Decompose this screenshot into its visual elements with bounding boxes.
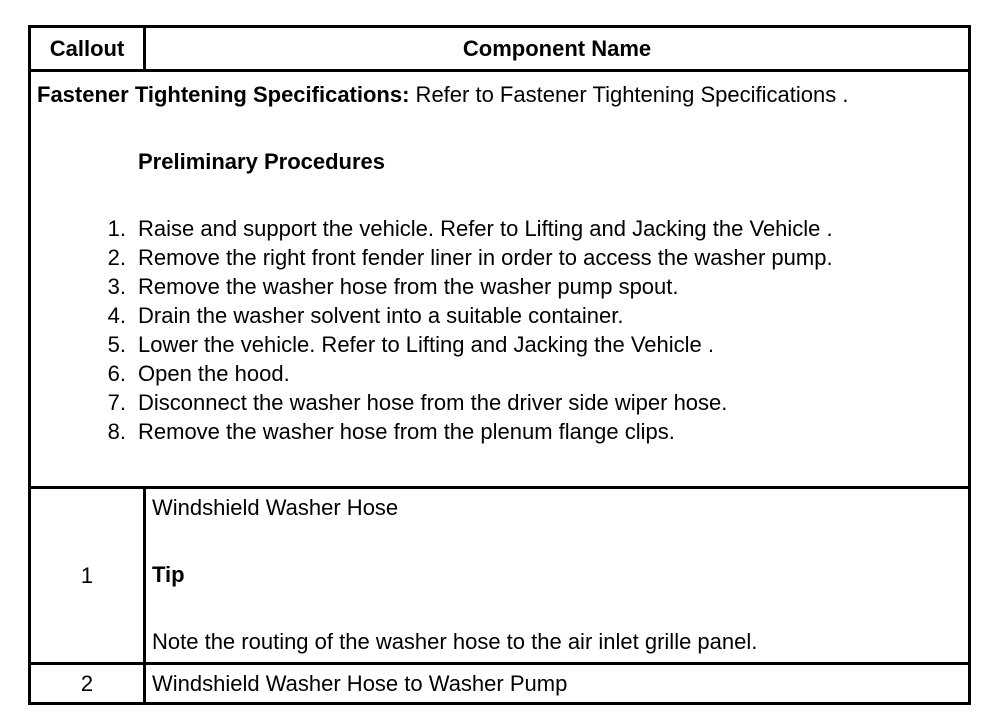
component-table [28, 25, 971, 705]
intro-row [30, 71, 970, 488]
callout-cell: 2 [30, 664, 145, 704]
tip-label: Tip [152, 562, 185, 587]
procedure-step [31, 388, 968, 417]
tip-text: Note the routing of the washer hose to the air inlet grille panel. [152, 629, 758, 654]
step-text: Raise and support the vehicle. Refer to Lifting and Jacking the Vehicle . [138, 216, 833, 241]
step-text: Remove the washer hose from the plenum flange clips. [138, 419, 675, 444]
step-number: 4. [107, 303, 126, 328]
callout-cell: 1 [30, 488, 145, 664]
step-number: 1. [107, 216, 126, 241]
procedure-step [31, 301, 968, 330]
preliminary-procedures-title: Preliminary Procedures [138, 149, 386, 174]
fastener-spec-line [31, 80, 968, 109]
step-number: 5. [107, 332, 126, 357]
procedure-steps [31, 214, 968, 446]
header-callout: Callout [30, 27, 145, 71]
step-number: 8. [107, 419, 126, 444]
procedure-step [31, 243, 968, 272]
fastener-spec-text: Refer to Fastener Tightening Specifications . [409, 82, 849, 107]
procedure-step [31, 272, 968, 301]
step-text: Disconnect the washer hose from the driver side wiper hose. [138, 390, 728, 415]
component-name-cell: Windshield Washer Hose to Washer Pump [145, 664, 970, 704]
procedure-step [31, 417, 968, 446]
step-text: Lower the vehicle. Refer to Lifting and Jacking the Vehicle . [138, 332, 715, 357]
procedure-step [31, 359, 968, 388]
step-text: Open the hood. [138, 361, 290, 386]
fastener-spec-label: Fastener Tightening Specifications: [37, 82, 410, 107]
step-number: 7. [107, 390, 126, 415]
header-component-name: Component Name [145, 27, 970, 71]
table-row [30, 488, 970, 664]
component-name: Windshield Washer Hose [152, 495, 399, 520]
intro-cell [30, 71, 970, 488]
step-number: 2. [107, 245, 126, 270]
step-text: Remove the washer hose from the washer pump spout. [138, 274, 679, 299]
step-text: Drain the washer solvent into a suitable container. [138, 303, 624, 328]
procedure-step [31, 330, 968, 359]
step-number: 6. [107, 361, 126, 386]
procedure-step [31, 214, 968, 243]
step-number: 3. [107, 274, 126, 299]
step-text: Remove the right front fender liner in order to access the washer pump. [138, 245, 833, 270]
table-row [30, 664, 970, 704]
component-name-cell [145, 488, 970, 664]
table-header-row [30, 27, 970, 71]
